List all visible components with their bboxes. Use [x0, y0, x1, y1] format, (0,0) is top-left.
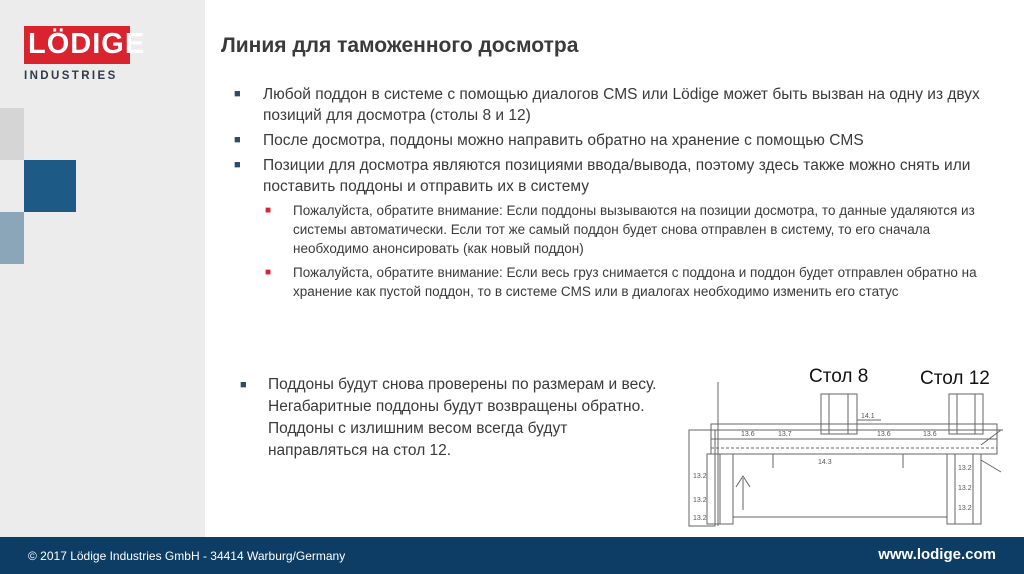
footer-bar: [0, 537, 1024, 574]
conveyor-layout-drawing: [683, 360, 1018, 532]
cell-label: 13.6: [923, 431, 937, 438]
bullet-item: [221, 155, 991, 197]
bullet-list: [221, 84, 991, 306]
page-title: Линия для таможенного досмотра: [221, 34, 579, 57]
conveyor-lines: [689, 382, 1003, 526]
cell-label: 13.6: [877, 431, 891, 438]
bullet-marker-icon: ■: [234, 88, 241, 100]
lower-bullet: [240, 374, 668, 462]
cell-label: 13.6: [741, 431, 755, 438]
sub-bullet-text: Пожалуйста, обратите внимание: Если весь груз снимается с поддона и поддон будет отправлен обратно на хранение как пустой поддон, то в системе CMS или в диалогах необходимо изменить его статус: [293, 265, 977, 299]
cell-label: 13.2: [958, 465, 972, 472]
sub-bullet-item: [221, 201, 991, 258]
lodige-logo: [24, 26, 146, 82]
lower-bullet-text: Поддоны будут снова проверены по размерам и весу. Негабаритные поддоны будут возвращены обратно. Поддоны с излишним весом всегда будут направляться на стол 12.: [268, 376, 657, 459]
cell-label: 14.1: [861, 413, 875, 420]
deco-square-dark: [24, 160, 76, 212]
deco-square-light: [0, 108, 24, 160]
bullet-text: Позиции для досмотра являются позициями ввода/вывода, поэтому здесь также можно снять или поставить поддоны и отправить их в систему: [263, 157, 971, 195]
footer-copyright: © 2017 Lödige Industries GmbH - 34414 Warburg/Germany: [28, 549, 346, 563]
cell-label: 13.2: [693, 497, 707, 504]
cell-label: 13.2: [958, 485, 972, 492]
bullet-marker-icon: ■: [240, 379, 247, 391]
deco-square-mid: [0, 212, 24, 264]
sub-bullet-marker-icon: ■: [265, 267, 272, 278]
logo-subtitle: INDUSTRIES: [24, 70, 118, 82]
sub-bullet-item: [221, 263, 991, 301]
bullet-marker-icon: ■: [234, 134, 241, 146]
bullet-text: Любой поддон в системе с помощью диалогов CMS или Lödige может быть вызван на одну из двух позиций для досмотра (столы 8 и 12): [263, 86, 980, 124]
sub-bullet-marker-icon: ■: [265, 205, 272, 216]
bullet-item: [221, 130, 991, 151]
bullet-marker-icon: ■: [234, 159, 241, 171]
bullet-item: [221, 84, 991, 126]
conveyor-diagram: [683, 360, 1018, 532]
cell-label: 13.2: [693, 515, 707, 522]
footer-url[interactable]: www.lodige.com: [878, 546, 996, 563]
bullet-text: После досмотра, поддоны можно направить обратно на хранение с помощью CMS: [263, 132, 864, 149]
cell-label: 13.2: [693, 473, 707, 480]
label-table-8: Стол 8: [809, 366, 869, 387]
cell-label: 13.7: [778, 431, 792, 438]
logo-wordmark: LÖDIGE: [24, 26, 130, 64]
cell-label: 14.3: [818, 459, 832, 466]
cell-label: 13.2: [958, 505, 972, 512]
sub-bullet-text: Пожалуйста, обратите внимание: Если поддоны вызываются на позиции досмотра, то данные удаляются из системы автоматически. Если тот же самый поддон будет снова отправлен в систему, то его сначала необходимо анонсировать (как новый поддон): [293, 203, 975, 256]
label-table-12: Стол 12: [920, 368, 990, 389]
